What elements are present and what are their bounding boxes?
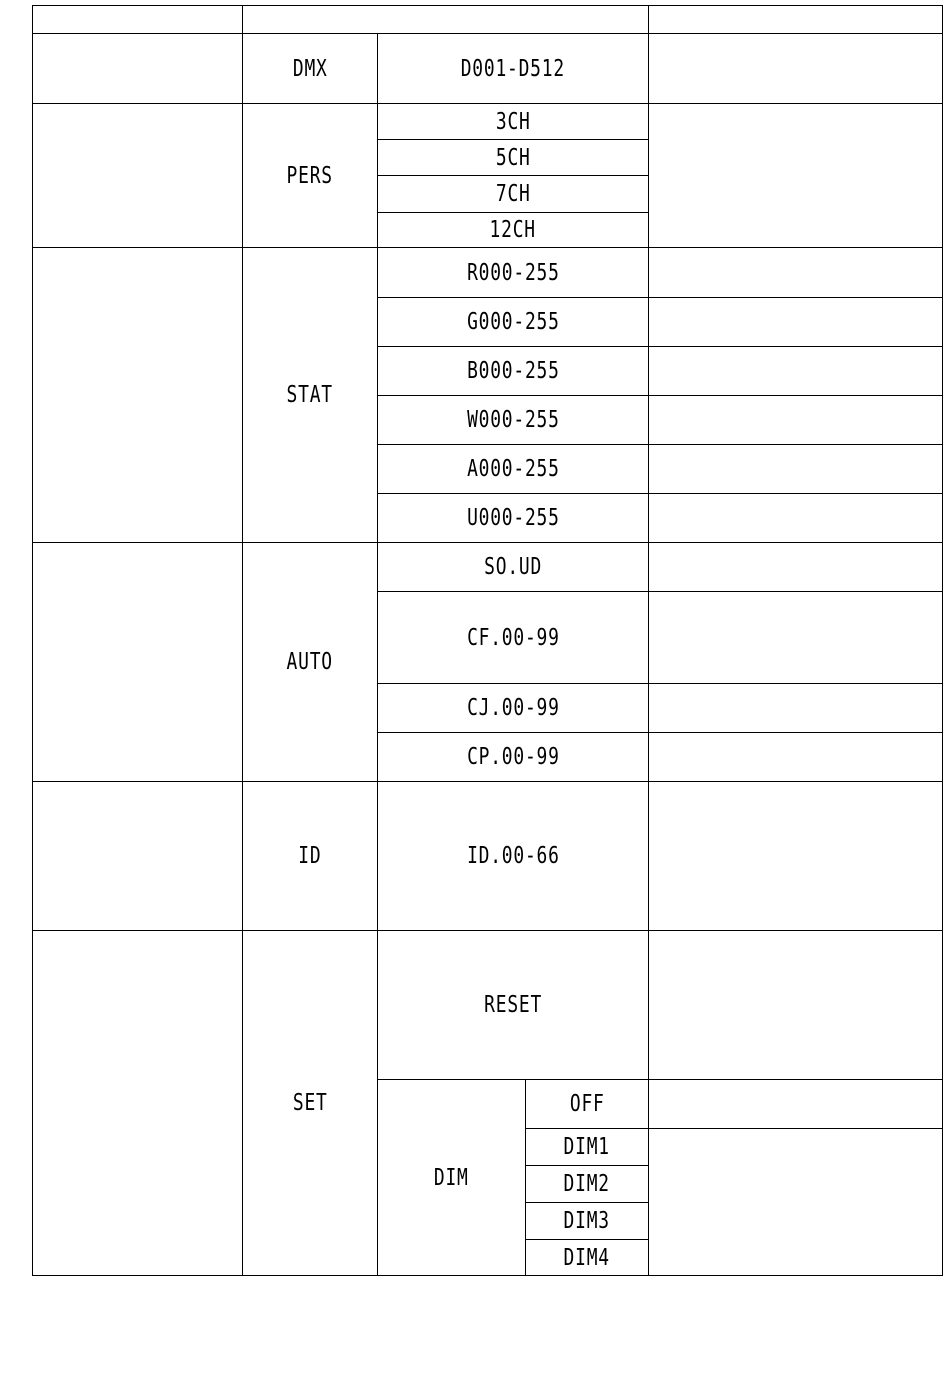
dmx-row: [33, 34, 943, 104]
id-mode-label: ID: [298, 843, 322, 869]
id-value-cell: [378, 782, 649, 931]
id-function-cell: [33, 782, 243, 931]
header-cell-function: [33, 6, 243, 34]
stat-description-cell: [649, 347, 943, 396]
id-row: [33, 782, 943, 931]
auto-option-cell: [378, 543, 649, 592]
dim-option: DIM2: [563, 1171, 611, 1197]
auto-option: CP.00-99: [466, 744, 560, 770]
header-cell-display: [243, 6, 649, 34]
auto-description-cell: [649, 684, 943, 733]
dmx-description-cell: [649, 34, 943, 104]
stat-description-cell: [649, 445, 943, 494]
header-row: [33, 6, 943, 34]
dim-option: DIM3: [563, 1208, 611, 1234]
header-cell-description: [649, 6, 943, 34]
pers-option: 12CH: [489, 217, 537, 243]
auto-row: [33, 543, 943, 592]
stat-option-cell: [378, 396, 649, 445]
auto-function-cell: [33, 543, 243, 782]
dim-option-cell: [526, 1080, 649, 1129]
stat-description-cell: [649, 298, 943, 347]
pers-option-cell: [378, 104, 649, 140]
pers-option: 7CH: [495, 181, 531, 207]
stat-option: W000-255: [466, 407, 560, 433]
auto-option-cell: [378, 733, 649, 782]
pers-description-cell: [649, 104, 943, 248]
stat-description-cell: [649, 494, 943, 543]
dim-description-cell: [649, 1129, 943, 1276]
dim-option: OFF: [569, 1091, 605, 1117]
auto-option-cell: [378, 684, 649, 733]
pers-mode-label: PERS: [286, 162, 334, 189]
dim-cell: [378, 1080, 526, 1276]
stat-description-cell: [649, 248, 943, 298]
dmx-mode-cell: [243, 34, 378, 104]
pers-option: 5CH: [495, 144, 531, 171]
stat-option-cell: [378, 347, 649, 396]
stat-option: U000-255: [466, 505, 560, 531]
pers-option-cell: [378, 176, 649, 213]
menu-table: [32, 5, 943, 1276]
dim-off-description-cell: [649, 1080, 943, 1129]
reset-description-cell: [649, 931, 943, 1080]
stat-row: [33, 248, 943, 298]
auto-description-cell: [649, 733, 943, 782]
set-mode-cell: [243, 931, 378, 1276]
auto-option: CJ.00-99: [466, 695, 560, 721]
stat-description-cell: [649, 396, 943, 445]
dmx-address-range: D001-D512: [460, 55, 566, 82]
auto-option: CF.00-99: [466, 624, 560, 651]
pers-function-cell: [33, 104, 243, 248]
dim-option: DIM1: [563, 1134, 611, 1160]
id-mode-cell: [243, 782, 378, 931]
stat-option-cell: [378, 445, 649, 494]
pers-option-cell: [378, 140, 649, 176]
dim-option-cell: [526, 1240, 649, 1276]
dim-option-cell: [526, 1203, 649, 1240]
auto-description-cell: [649, 543, 943, 592]
pers-option: 3CH: [495, 108, 531, 135]
dim-option-cell: [526, 1166, 649, 1203]
set-row: [33, 931, 943, 1080]
auto-mode-cell: [243, 543, 378, 782]
stat-option-cell: [378, 494, 649, 543]
auto-description-cell: [649, 592, 943, 684]
reset-cell: [378, 931, 649, 1080]
dmx-value-cell: [378, 34, 649, 104]
id-range: ID.00-66: [466, 843, 560, 869]
set-function-cell: [33, 931, 243, 1276]
stat-option-cell: [378, 248, 649, 298]
dmx-mode-label: DMX: [292, 55, 328, 82]
pers-row: [33, 104, 943, 140]
dim-option: DIM4: [563, 1244, 611, 1271]
stat-option: A000-255: [466, 456, 560, 482]
auto-option: SO.UD: [484, 554, 542, 580]
pers-mode-cell: [243, 104, 378, 248]
stat-option: B000-255: [466, 358, 560, 384]
dmx-function-cell: [33, 34, 243, 104]
auto-option-cell: [378, 592, 649, 684]
stat-mode-label: STAT: [286, 382, 334, 408]
stat-option-cell: [378, 298, 649, 347]
id-description-cell: [649, 782, 943, 931]
stat-option: R000-255: [466, 259, 560, 286]
stat-function-cell: [33, 248, 243, 543]
stat-mode-cell: [243, 248, 378, 543]
pers-option-cell: [378, 213, 649, 248]
auto-mode-label: AUTO: [286, 649, 334, 675]
stat-option: G000-255: [466, 309, 560, 335]
dim-label: DIM: [434, 1164, 469, 1191]
dim-option-cell: [526, 1129, 649, 1166]
reset-label: RESET: [484, 992, 542, 1018]
set-mode-label: SET: [292, 1090, 328, 1116]
